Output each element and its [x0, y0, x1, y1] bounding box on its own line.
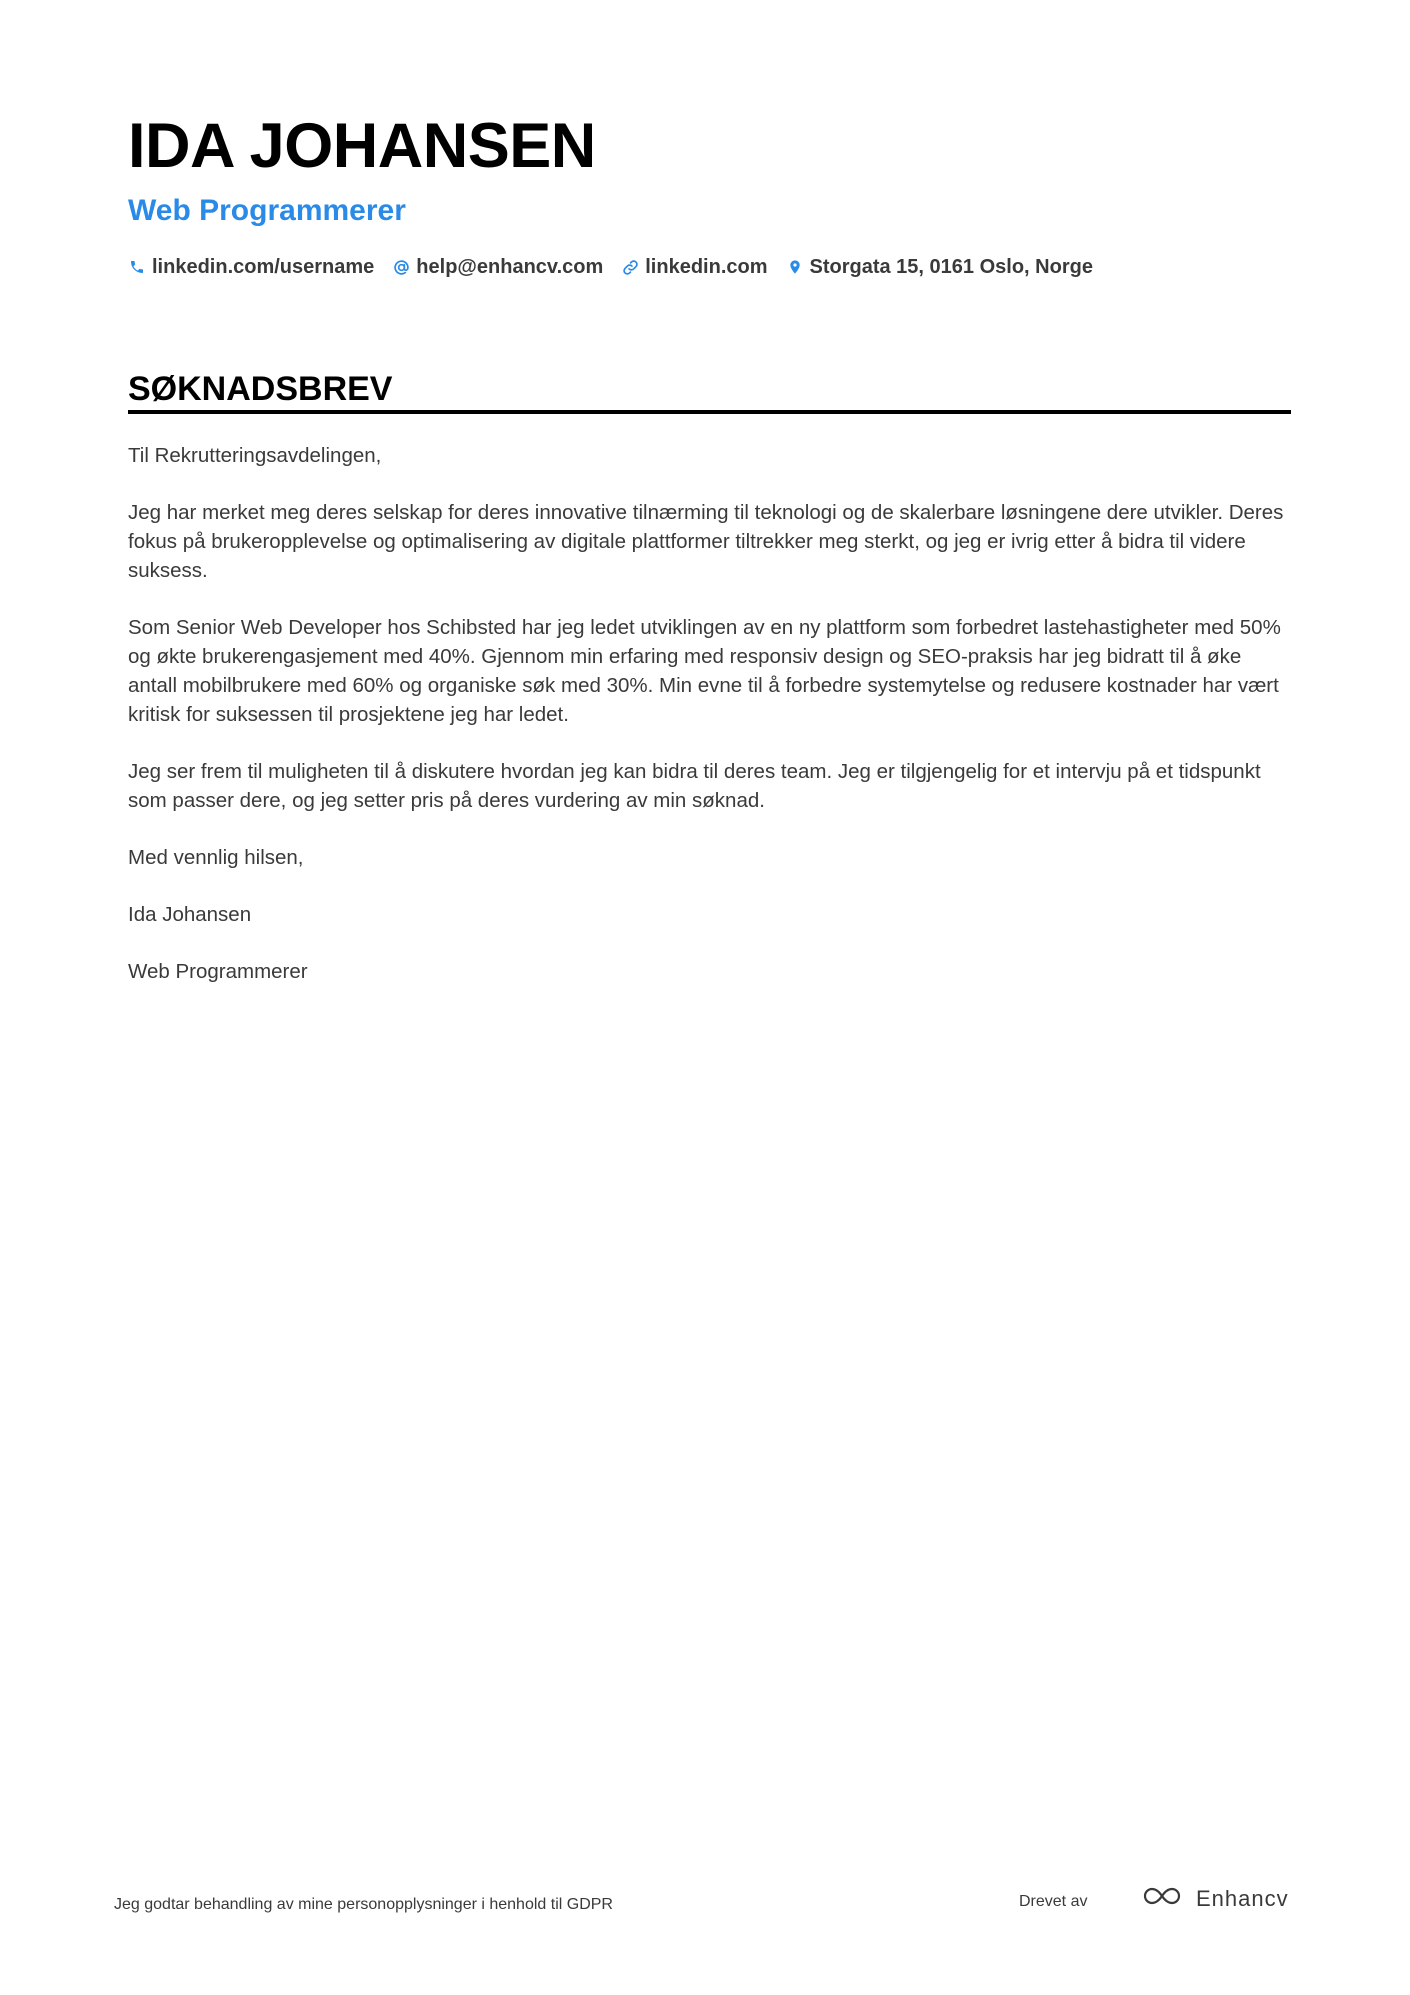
contact-email-text: help@enhancv.com — [416, 256, 604, 278]
contact-phone-text: linkedin.com/username — [152, 256, 375, 278]
applicant-name: IDA JOHANSEN — [128, 111, 596, 181]
contact-link — [621, 252, 767, 282]
contact-phone — [128, 252, 374, 282]
phone-icon — [128, 258, 146, 276]
link-icon — [621, 258, 639, 276]
location-pin-icon — [786, 258, 804, 276]
brand-name: Enhancv — [1196, 1885, 1289, 1911]
contact-location-text: Storgata 15, 0161 Oslo, Norge — [809, 256, 1093, 278]
at-icon — [392, 258, 410, 276]
brand-logo[interactable] — [1140, 1884, 1289, 1913]
powered-by-text: Drevet av — [1019, 1893, 1088, 1910]
letter-greeting: Til Rekrutteringsavdelingen, — [128, 444, 382, 467]
gdpr-consent-text: Jeg godtar behandling av mine personopplysninger i henhold til GDPR — [114, 1896, 613, 1913]
letter-paragraph: Som Senior Web Developer hos Schibsted har jeg ledet utviklingen av en ny plattform som forbedret lastehastigheter med 50% og økte brukerengasjement med 40%. Gjennom min erfaring med responsiv design og SEO-praksis har jeg bidratt til å øke antall mobilbrukere med 60% og organiske søk med 30%. Min evne til å forbedre systemytelse og redusere kostnader har vært kritisk for suksessen til prosjektene jeg har ledet. — [128, 616, 1281, 726]
applicant-job-title: Web Programmerer — [128, 194, 406, 227]
contact-location — [786, 252, 1093, 282]
letter-closing: Med vennlig hilsen, — [128, 846, 304, 869]
enhancv-logo-icon — [1140, 1884, 1186, 1913]
letter-paragraph: Jeg ser frem til muligheten til å diskutere hvordan jeg kan bidra til deres team. Jeg er tilgjengelig for et intervju på et tidspunkt som passer dere, og jeg setter pris på deres vurdering av min søknad. — [128, 760, 1261, 812]
contact-link-text: linkedin.com — [645, 256, 768, 278]
section-divider — [128, 410, 1291, 414]
contact-info-row — [128, 252, 1093, 282]
letter-paragraph: Jeg har merket meg deres selskap for deres innovative tilnærming til teknologi og de skalerbare løsningene dere utvikler. Deres fokus på brukeropplevelse og optimalisering av digitale plattformer tiltrekker meg sterkt, og jeg er ivrig etter å bidra til videre suksess. — [128, 501, 1284, 582]
section-title: SØKNADSBREV — [128, 370, 393, 408]
contact-email — [392, 252, 603, 282]
letter-body — [128, 441, 1291, 1014]
letter-signature-name: Ida Johansen — [128, 903, 252, 926]
letter-signature-title: Web Programmerer — [128, 960, 308, 983]
